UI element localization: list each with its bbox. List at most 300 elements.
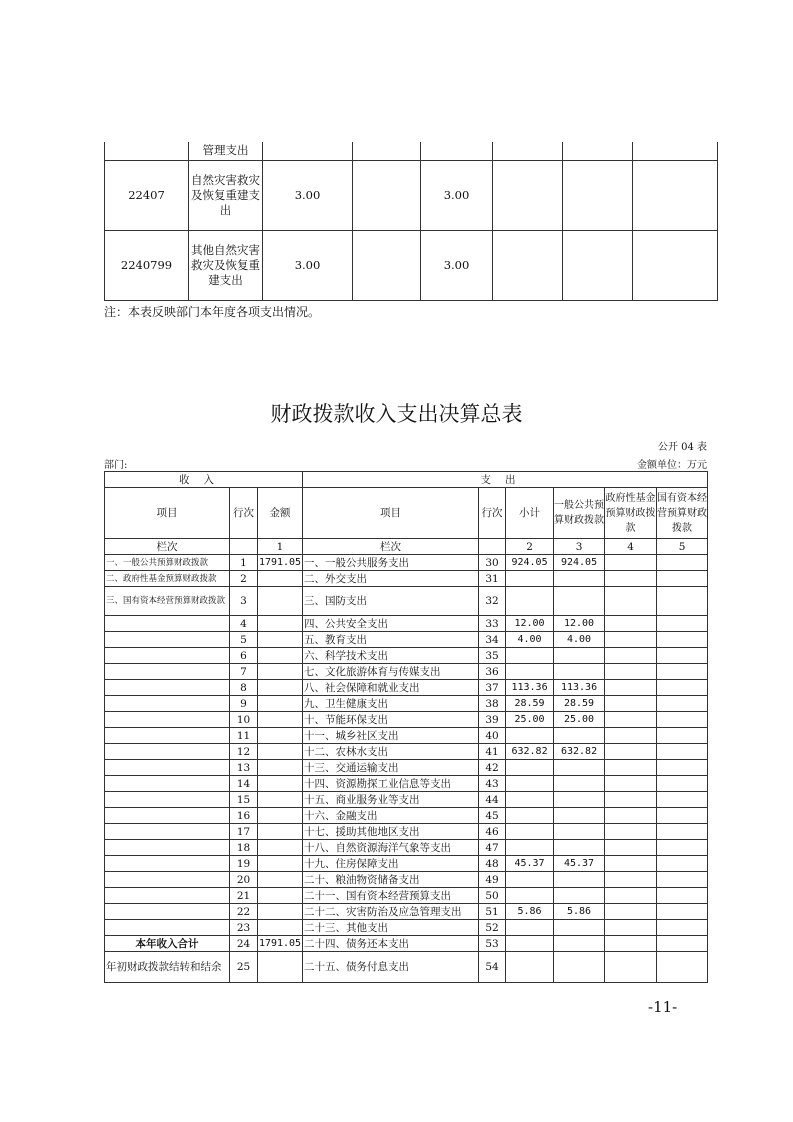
cell-inc (105, 824, 230, 840)
cell-gen: 5.86 (554, 904, 605, 920)
cell-inc (105, 792, 230, 808)
cell-sub (506, 776, 554, 792)
cell-eln: 42 (479, 760, 506, 776)
cell-fund (605, 792, 657, 808)
cell-exp: 十七、援助其他地区支出 (303, 824, 479, 840)
cell-cap (657, 587, 708, 616)
cell-cap (657, 696, 708, 712)
cell-inc (105, 808, 230, 824)
cell-sub: 4.00 (506, 632, 554, 648)
cell-inc: 年初财政拨款结转和结余 (105, 952, 230, 983)
cell-inc: 二、政府性基金预算财政拨款 (105, 571, 230, 587)
cell-fund (605, 920, 657, 936)
cell-ln: 9 (230, 696, 258, 712)
cell-amt (258, 728, 303, 744)
cell-name: 管理支出 (189, 142, 263, 160)
cell-sub (506, 808, 554, 824)
cell-gen (554, 840, 605, 856)
cell-exp: 十六、金融支出 (303, 808, 479, 824)
cell-cap (657, 952, 708, 983)
expense-line-header: 行次 (479, 488, 506, 539)
cell-exp: 八、社会保障和就业支出 (303, 680, 479, 696)
cell-gen (554, 760, 605, 776)
cell-exp: 二十三、其他支出 (303, 920, 479, 936)
cell-c8 (633, 160, 718, 230)
cell-gen: 924.05 (554, 555, 605, 571)
cell-ln: 20 (230, 872, 258, 888)
cell-sub (506, 872, 554, 888)
table-row (105, 571, 708, 587)
cell-gen (554, 792, 605, 808)
cell-ln: 11 (230, 728, 258, 744)
cell-gen (554, 648, 605, 664)
table-row (105, 872, 708, 888)
cell-inc (105, 840, 230, 856)
report-title: 财政拨款收入支出决算总表 (270, 402, 523, 426)
table-row (105, 712, 708, 728)
cell-exp: 四、公共安全支出 (303, 616, 479, 632)
cell-amt (258, 888, 303, 904)
table-row (105, 856, 708, 872)
fiscal-appropriation-summary-table (104, 471, 708, 983)
cell-fund (605, 680, 657, 696)
report-tag: 公开 04 表 (657, 442, 707, 453)
department-label: 部门: (104, 460, 128, 471)
cell-amt (258, 808, 303, 824)
cell-cap (657, 712, 708, 728)
table-row (105, 888, 708, 904)
table-row (105, 904, 708, 920)
income-section-header: 收入 (105, 472, 303, 488)
cell-inc (105, 904, 230, 920)
cell-fund (605, 952, 657, 983)
cell-cap (657, 648, 708, 664)
table-row (105, 728, 708, 744)
table-row (105, 824, 708, 840)
cell-cap (657, 680, 708, 696)
cell-c4 (353, 160, 421, 230)
cell-amt (258, 648, 303, 664)
column-index-3: 3 (554, 539, 605, 555)
cell-c7 (563, 230, 633, 300)
cell-c3: 3.00 (263, 230, 353, 300)
cell-inc (105, 760, 230, 776)
cell-amt (258, 680, 303, 696)
table-row (105, 760, 708, 776)
cell-exp: 十四、资源勘探工业信息等支出 (303, 776, 479, 792)
cell-ln: 10 (230, 712, 258, 728)
cell-eln: 44 (479, 792, 506, 808)
cell-name: 自然灾害救灾及恢复重建支出 (189, 160, 263, 230)
cell-ln: 13 (230, 760, 258, 776)
cell-amt (258, 571, 303, 587)
cell-gen (554, 808, 605, 824)
cell-sub (506, 888, 554, 904)
cell-ln: 5 (230, 632, 258, 648)
cell-eln: 50 (479, 888, 506, 904)
cell-exp: 十一、城乡社区支出 (303, 728, 479, 744)
cell-cap (657, 888, 708, 904)
cell-exp: 二十、粮油物资储备支出 (303, 872, 479, 888)
cell-ln: 17 (230, 824, 258, 840)
cell-ln: 14 (230, 776, 258, 792)
cell-c6 (493, 142, 563, 160)
cell-cap (657, 904, 708, 920)
cell-exp: 九、卫生健康支出 (303, 696, 479, 712)
table-row (105, 587, 708, 616)
cell-amt (258, 587, 303, 616)
cell-inc (105, 888, 230, 904)
column-index-1: 1 (258, 539, 303, 555)
cell-exp: 二、外交支出 (303, 571, 479, 587)
cell-sub (506, 952, 554, 983)
cell-cap (657, 664, 708, 680)
cell-fund (605, 840, 657, 856)
cell-gen (554, 952, 605, 983)
cell-gen (554, 872, 605, 888)
cell-eln: 54 (479, 952, 506, 983)
cell-inc (105, 872, 230, 888)
cell-amt (258, 920, 303, 936)
cell-eln: 38 (479, 696, 506, 712)
cell-c5: 3.00 (421, 230, 493, 300)
cell-code: 2240799 (105, 230, 189, 300)
table-row (105, 142, 718, 160)
column-index-label: 栏次 (303, 539, 479, 555)
cell-code: 22407 (105, 160, 189, 230)
cell-cap (657, 856, 708, 872)
cell-c8 (633, 230, 718, 300)
cell-inc (105, 776, 230, 792)
cell-amt (258, 696, 303, 712)
table-row (105, 616, 708, 632)
cell-ln: 4 (230, 616, 258, 632)
cell-c4 (353, 230, 421, 300)
cell-eln: 31 (479, 571, 506, 587)
cell-cap (657, 824, 708, 840)
cell-cap (657, 555, 708, 571)
cell-c5: 3.00 (421, 160, 493, 230)
table-row (105, 160, 718, 230)
cell-inc: 三、国有资本经营预算财政拨款 (105, 587, 230, 616)
cell-cap (657, 776, 708, 792)
cell-fund (605, 555, 657, 571)
cell-eln: 45 (479, 808, 506, 824)
cell-exp: 二十一、国有资本经营预算支出 (303, 888, 479, 904)
cell-inc: 本年收入合计 (105, 936, 230, 952)
cell-fund (605, 728, 657, 744)
cell-ln: 16 (230, 808, 258, 824)
cell-inc (105, 856, 230, 872)
table-row (105, 792, 708, 808)
cell-amt (258, 792, 303, 808)
cell-eln: 46 (479, 824, 506, 840)
table-row (105, 920, 708, 936)
cell-gen (554, 728, 605, 744)
cell-exp: 七、文化旅游体育与传媒支出 (303, 664, 479, 680)
cell-ln: 3 (230, 587, 258, 616)
cell-ln: 21 (230, 888, 258, 904)
cell-gen (554, 664, 605, 680)
gov-fund-header: 政府性基金预算财政拨款 (605, 488, 657, 539)
cell-gen (554, 571, 605, 587)
cell-eln: 43 (479, 776, 506, 792)
table-row (105, 632, 708, 648)
cell-ln: 2 (230, 571, 258, 587)
cell-gen: 12.00 (554, 616, 605, 632)
cell-ln: 23 (230, 920, 258, 936)
cell-cap (657, 792, 708, 808)
empty-cell (230, 539, 258, 555)
cell-sub (506, 587, 554, 616)
cell-gen: 113.36 (554, 680, 605, 696)
cell-code (105, 142, 189, 160)
cell-eln: 47 (479, 840, 506, 856)
cell-exp: 五、教育支出 (303, 632, 479, 648)
column-index-4: 4 (605, 539, 657, 555)
cell-cap (657, 920, 708, 936)
cell-amt: 1791.05 (258, 936, 303, 952)
general-budget-header: 一般公共预算财政拨款 (554, 488, 605, 539)
cell-sub: 45.37 (506, 856, 554, 872)
cell-exp: 一、一般公共服务支出 (303, 555, 479, 571)
cell-cap (657, 760, 708, 776)
cell-amt (258, 616, 303, 632)
cell-ln: 12 (230, 744, 258, 760)
subtotal-header: 小计 (506, 488, 554, 539)
cell-sub: 28.59 (506, 696, 554, 712)
cell-inc (105, 920, 230, 936)
cell-name: 其他自然灾害救灾及恢复重建支出 (189, 230, 263, 300)
cell-exp: 十二、农林水支出 (303, 744, 479, 760)
cell-fund (605, 648, 657, 664)
cell-gen: 632.82 (554, 744, 605, 760)
cell-exp: 三、国防支出 (303, 587, 479, 616)
cell-exp: 十九、住房保障支出 (303, 856, 479, 872)
amount-unit-label: 金额单位：万元 (637, 460, 707, 471)
cell-fund (605, 776, 657, 792)
state-capital-header: 国有资本经营预算财政拨款 (657, 488, 708, 539)
cell-ln: 24 (230, 936, 258, 952)
cell-gen (554, 776, 605, 792)
cell-sub (506, 824, 554, 840)
cell-exp: 二十四、债务还本支出 (303, 936, 479, 952)
cell-c7 (563, 160, 633, 230)
cell-inc: 一、一般公共预算财政拨款 (105, 555, 230, 571)
table-row (105, 744, 708, 760)
cell-cap (657, 632, 708, 648)
cell-amt: 1791.05 (258, 555, 303, 571)
cell-c6 (493, 230, 563, 300)
cell-sub (506, 792, 554, 808)
cell-inc (105, 744, 230, 760)
table-row (105, 776, 708, 792)
cell-fund (605, 696, 657, 712)
cell-ln: 22 (230, 904, 258, 920)
cell-c7 (563, 142, 633, 160)
cell-amt (258, 776, 303, 792)
cell-eln: 37 (479, 680, 506, 696)
cell-ln: 1 (230, 555, 258, 571)
cell-sub (506, 728, 554, 744)
cell-fund (605, 824, 657, 840)
cell-eln: 40 (479, 728, 506, 744)
cell-amt (258, 744, 303, 760)
cell-eln: 48 (479, 856, 506, 872)
table-row (105, 230, 718, 300)
cell-inc (105, 680, 230, 696)
cell-amt (258, 760, 303, 776)
cell-cap (657, 936, 708, 952)
income-item-header: 项目 (105, 488, 230, 539)
cell-gen (554, 824, 605, 840)
cell-exp: 十八、自然资源海洋气象等支出 (303, 840, 479, 856)
cell-amt (258, 952, 303, 983)
cell-fund (605, 587, 657, 616)
cell-amt (258, 664, 303, 680)
cell-gen: 28.59 (554, 696, 605, 712)
cell-cap (657, 808, 708, 824)
table-row (105, 648, 708, 664)
cell-inc (105, 728, 230, 744)
expense-section-header: 支出 (303, 472, 708, 488)
cell-ln: 15 (230, 792, 258, 808)
table-row (105, 808, 708, 824)
table-row (105, 840, 708, 856)
income-line-header: 行次 (230, 488, 258, 539)
cell-cap (657, 728, 708, 744)
column-index-5: 5 (657, 539, 708, 555)
cell-exp: 二十二、灾害防治及应急管理支出 (303, 904, 479, 920)
cell-fund (605, 712, 657, 728)
cell-gen: 4.00 (554, 632, 605, 648)
table-row (105, 680, 708, 696)
column-index-2: 2 (506, 539, 554, 555)
cell-eln: 33 (479, 616, 506, 632)
cell-cap (657, 571, 708, 587)
table-row (105, 696, 708, 712)
cell-sub: 113.36 (506, 680, 554, 696)
column-index-label: 栏次 (105, 539, 230, 555)
cell-eln: 30 (479, 555, 506, 571)
cell-gen (554, 920, 605, 936)
cell-fund (605, 744, 657, 760)
cell-gen: 25.00 (554, 712, 605, 728)
cell-cap (657, 872, 708, 888)
cell-cap (657, 840, 708, 856)
cell-amt (258, 824, 303, 840)
cell-amt (258, 632, 303, 648)
cell-c5 (421, 142, 493, 160)
cell-sub (506, 920, 554, 936)
cell-fund (605, 888, 657, 904)
cell-cap (657, 616, 708, 632)
cell-sub (506, 760, 554, 776)
cell-eln: 32 (479, 587, 506, 616)
cell-inc (105, 616, 230, 632)
cell-amt (258, 840, 303, 856)
cell-eln: 41 (479, 744, 506, 760)
cell-exp: 十三、交通运输支出 (303, 760, 479, 776)
cell-amt (258, 904, 303, 920)
cell-exp: 十、节能环保支出 (303, 712, 479, 728)
cell-eln: 36 (479, 664, 506, 680)
cell-exp: 六、科学技术支出 (303, 648, 479, 664)
table-note: 注：本表反映部门本年度各项支出情况。 (104, 305, 321, 319)
cell-fund (605, 904, 657, 920)
cell-ln: 25 (230, 952, 258, 983)
cell-eln: 51 (479, 904, 506, 920)
cell-gen: 45.37 (554, 856, 605, 872)
cell-c3: 3.00 (263, 160, 353, 230)
empty-cell (479, 539, 506, 555)
cell-inc (105, 664, 230, 680)
cell-eln: 39 (479, 712, 506, 728)
cell-eln: 52 (479, 920, 506, 936)
cell-fund (605, 760, 657, 776)
cell-fund (605, 632, 657, 648)
cell-sub (506, 936, 554, 952)
cell-sub: 12.00 (506, 616, 554, 632)
cell-ln: 18 (230, 840, 258, 856)
page-number: -11- (648, 998, 678, 1016)
cell-exp: 二十五、债务付息支出 (303, 952, 479, 983)
cell-gen (554, 936, 605, 952)
cell-ln: 7 (230, 664, 258, 680)
table-row (105, 664, 708, 680)
income-amount-header: 金额 (258, 488, 303, 539)
cell-inc (105, 696, 230, 712)
cell-fund (605, 856, 657, 872)
cell-eln: 35 (479, 648, 506, 664)
table-row (105, 936, 708, 952)
cell-inc (105, 712, 230, 728)
cell-sub: 25.00 (506, 712, 554, 728)
cell-ln: 6 (230, 648, 258, 664)
cell-inc (105, 632, 230, 648)
cell-inc (105, 648, 230, 664)
cell-sub: 924.05 (506, 555, 554, 571)
table-row (105, 555, 708, 571)
cell-fund (605, 664, 657, 680)
cell-amt (258, 856, 303, 872)
cell-fund (605, 872, 657, 888)
cell-gen (554, 587, 605, 616)
cell-sub: 5.86 (506, 904, 554, 920)
cell-c6 (493, 160, 563, 230)
cell-sub (506, 648, 554, 664)
cell-fund (605, 808, 657, 824)
cell-sub: 632.82 (506, 744, 554, 760)
cell-exp: 十五、商业服务业等支出 (303, 792, 479, 808)
cell-eln: 53 (479, 936, 506, 952)
expense-item-header: 项目 (303, 488, 479, 539)
cell-ln: 8 (230, 680, 258, 696)
cell-c4 (353, 142, 421, 160)
cell-cap (657, 744, 708, 760)
cell-c3 (263, 142, 353, 160)
cell-eln: 49 (479, 872, 506, 888)
table-row (105, 952, 708, 983)
cell-eln: 34 (479, 632, 506, 648)
expense-detail-table-continued (104, 142, 718, 301)
cell-sub (506, 840, 554, 856)
cell-fund (605, 616, 657, 632)
cell-gen (554, 888, 605, 904)
cell-fund (605, 571, 657, 587)
cell-c8 (633, 142, 718, 160)
cell-sub (506, 664, 554, 680)
